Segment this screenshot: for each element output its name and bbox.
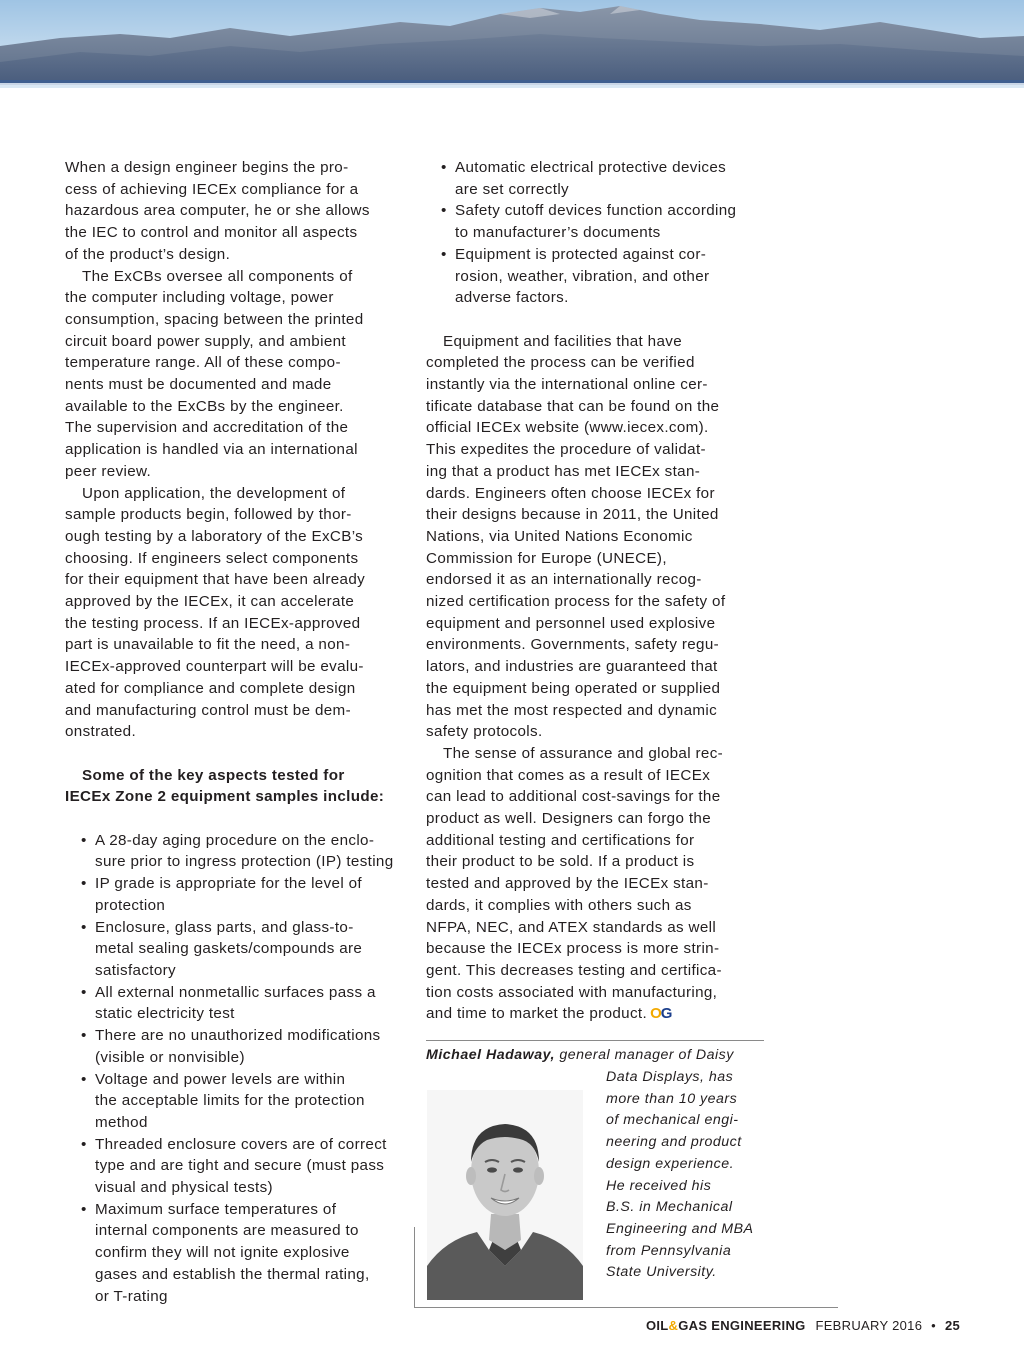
list-item: • There are no unauthorized modifications (visible or nonvisible): [81, 1027, 381, 1066]
list-item: • A 28-day aging procedure on the enclo- sure prior to ingress protection (IP) testing: [81, 831, 394, 871]
key-aspects-list-continued: [426, 157, 766, 309]
paragraph-5: The sense of assurance and global rec- ognition that comes as a result of IECEx can lead to additional cost-savings for the product as well. Designers can forgo the additional testing and certifications for their product to be sold. If a product is tested and approved by the IECEx stan- dards, it complies with others such as NFPA, NEC, and ATEX standards as well because the IECEx process is more strin- gent. This decreases testing and certifica- tion costs associated with manufacturing, and time to market the product. OG: [426, 743, 766, 1025]
page-number: 25: [944, 1318, 960, 1333]
paragraph-4: Equipment and facilities that have completed the process can be verified instantly via the international online cer- tificate database that can be found on the official IECEx website (www.iecex.com). This expedites the procedure of validat- ing that a product has met IECEx stan- dards. Engineers often choose IECEx for their designs because in 2011, the United Nations, via United Nations Economic Commission for Europe (UNECE), endorsed it as an internationally recog- nized certification process for the safety of equipment and personnel used explosive environments. Governments, safety regu- lators, and industries are guaranteed that the equipment being operated or supplied has met the most respected and dynamic safety protocols.: [426, 332, 726, 741]
article-left-column: [65, 157, 407, 1307]
mountain-banner-image: [0, 0, 1024, 88]
bio-divider-top: [426, 1040, 764, 1041]
list-item: • All external nonmetallic surfaces pass a static electricity test: [81, 983, 376, 1023]
list-item: • Automatic electrical protective devices are set correctly: [441, 159, 727, 198]
issue-date: FEBRUARY 2016: [815, 1318, 923, 1333]
list-item: • IP grade is appropriate for the level of protection: [81, 875, 362, 914]
author-portrait-image: [427, 1090, 583, 1300]
list-item: • Safety cutoff devices function according to manufacturer’s documents: [441, 202, 737, 242]
list-item: • Threaded enclosure covers are of correct type and are tight and secure (must pass visual and physical tests): [81, 1135, 387, 1197]
page-footer: [646, 1318, 960, 1333]
publication-name: OIL&GAS ENGINEERING: [645, 1318, 806, 1333]
footer-separator: •: [931, 1318, 937, 1333]
article-right-column: [426, 157, 766, 1025]
key-aspects-heading: Some of the key aspects tested for IECEx Zone 2 equipment samples include:: [65, 766, 385, 806]
paragraph-3: Upon application, the development of sample products begin, followed by thor- ough testing by a laboratory of the ExCB’s choosing. If engineers select components for their equipment that have been already approved by the IECEx, it can accelerate the testing process. If an IECEx-approved part is unavailable to fit the need, a non- IECEx-approved counterpart will be evalu- ated for compliance and complete design and manufacturing control must be dem- onstrated.: [65, 484, 366, 741]
paragraph-1: When a design engineer begins the pro- cess of achieving IECEx compliance for a hazardous area computer, he or she allows the IEC to control and monitor all aspects of the product’s design.: [65, 159, 370, 263]
list-item: • Maximum surface temperatures of internal components are measured to confirm they will not ignite explosive gases and establish the thermal rating, or T-rating: [81, 1200, 370, 1305]
author-bio: Michael Hadaway, general manager of Daisy: [426, 1047, 734, 1063]
key-aspects-list: [65, 830, 407, 1307]
list-item: • Equipment is protected against cor- rosion, weather, vibration, and other adverse factors.: [441, 245, 710, 307]
list-item: • Voltage and power levels are within the acceptable limits for the protection method: [81, 1070, 365, 1131]
footer-divider: [414, 1307, 838, 1308]
list-item: • Enclosure, glass parts, and glass-to- metal sealing gaskets/compounds are satisfactory: [81, 918, 363, 979]
photo-frame-left: [414, 1227, 415, 1307]
paragraph-2: The ExCBs oversee all components of the computer including voltage, power consumption, spacing between the printed circuit board power supply, and ambient temperature range. All of these compo- nents must be documented and made available to the ExCBs by the engineer. The supervision and accreditation of the application is handled via an international peer review.: [65, 267, 364, 480]
author-bio-continued: Data Displays, has more than 10 years of mechanical engi- neering and product design experience. He received his B.S. in Mechanical Engineering and MBA from Pennsylvania State University.: [606, 1069, 754, 1281]
og-end-mark-icon: OG: [650, 1005, 672, 1023]
